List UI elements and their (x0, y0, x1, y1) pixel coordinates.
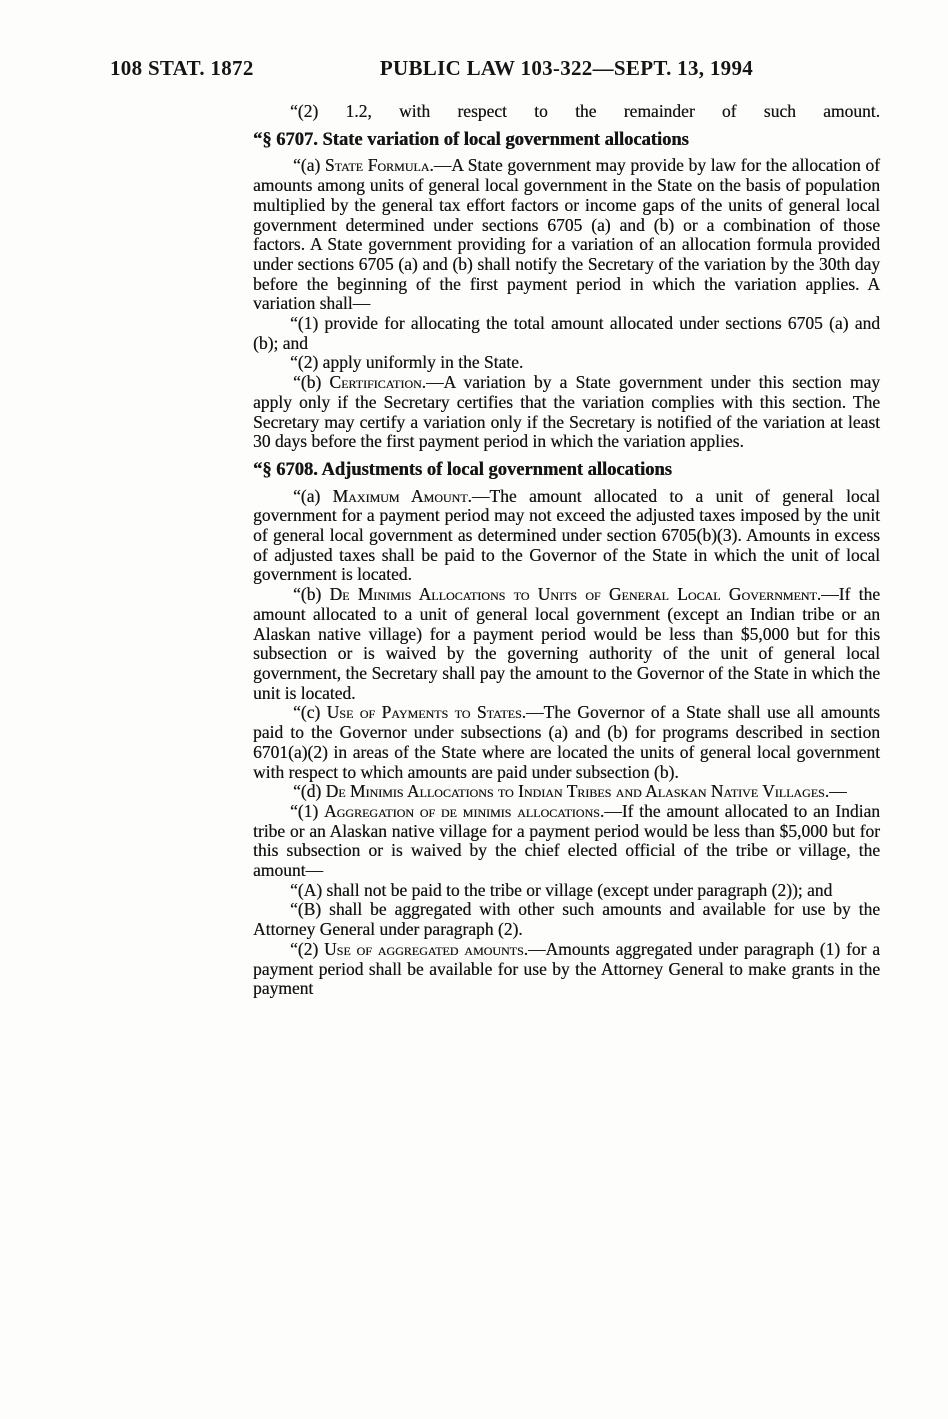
statute-paragraph (253, 353, 880, 373)
small-caps-term: Certification (329, 372, 422, 393)
statute-paragraph (253, 881, 880, 901)
text-run: .—If the amount allocated to a unit of general local government (except an Indian tribe or an Alaskan native village) for a payment period would be less than $5,000 but for this subsection or is waived by the governing authority of the unit of general local government, the Secretary shall pay the amount to the Governor of the State in which the unit is located. (253, 584, 880, 703)
section-heading (253, 131, 880, 151)
text-run: “(c) (293, 702, 327, 723)
small-caps-term: State Formula (324, 155, 430, 176)
statute-paragraph (253, 487, 880, 586)
statute-paragraph (253, 585, 880, 703)
text-run: “(2) apply uniformly in the State. (290, 352, 524, 373)
text-run: “(2) 1.2, with respect to the remainder of such amount. (290, 101, 880, 121)
statute-paragraph (253, 703, 880, 782)
text-run: .—The amount allocated to a unit of general local government for a payment period may not exceed the adjusted taxes imposed by the unit of general local government as determined under section 6705(b)(3). Amounts in excess of adjusted taxes shall be paid to the Governor of the State in which the unit of local government is located. (253, 485, 880, 585)
text-run: “(2) (290, 938, 325, 959)
text-run: “(b) (293, 372, 330, 393)
small-caps-term: Use of Payments to States (326, 702, 522, 723)
statute-text-block (253, 102, 880, 999)
small-caps-term: Use of aggregated amounts (324, 938, 524, 959)
law-title: PUBLIC LAW 103-322—SEPT. 13, 1994 (379, 56, 754, 80)
text-run: “(d) (293, 781, 326, 802)
statute-paragraph (253, 373, 880, 452)
statute-paragraph (253, 782, 880, 802)
text-run: .—If the amount allocated to an Indian tribe or an Alaskan native village for a payment period would be less than $5,000 but for this subsection or is waived by the chief elected official of the tribe or village, the amount— (253, 800, 880, 881)
statute-paragraph (253, 314, 880, 353)
stat-page-number: 108 STAT. 1872 (110, 56, 254, 80)
text-run: “(A) shall not be paid to the tribe or village (except under paragraph (2)); and (290, 879, 833, 900)
text-run: “§ 6708. Adjustments of local government allocations (253, 459, 672, 480)
statute-paragraph (253, 900, 880, 939)
small-caps-term: Maximum Amount (332, 485, 468, 506)
small-caps-term: Aggregation of de minimis allocations (323, 800, 600, 821)
text-run: “§ 6707. State variation of local government allocations (253, 129, 689, 150)
text-run: .—A State government may provide by law for the allocation of amounts among units of general local government in the State on the basis of population multiplied by the general tax effort factors or income gaps of the units of general local government determined under sections 6705 (a) and (b) or a combination of those factors. A State government providing for a variation of an allocation formula provided under sections 6705 (a) and (b) shall notify the Secretary of the variation by the 30th day before the beginning of the first payment period in which the variation applies. A variation shall— (253, 155, 880, 314)
text-run: “(1) provide for allocating the total amount allocated under sections 6705 (a) and (b); and (253, 313, 880, 353)
statute-paragraph (253, 940, 880, 999)
text-run: “(B) shall be aggregated with other such amounts and available for use by the Attorney General under paragraph (2). (253, 899, 880, 940)
section-heading (253, 461, 880, 481)
small-caps-term: De Minimis Allocations to Indian Tribes and Alaskan Native Villages (325, 781, 825, 802)
small-caps-term: De Minimis Allocations to Units of General Local Government (329, 584, 817, 605)
text-run: “(b) (293, 584, 330, 605)
statute-paragraph (253, 156, 880, 314)
text-run: “(1) (290, 800, 324, 821)
text-run: “(a) (293, 155, 325, 176)
text-run: .—The Governor of a State shall use all amounts paid to the Governor under subsections (a) and (b) for programs described in section 6701(a)(2) in areas of the State where are located the units of general local government with respect to which amounts are paid under subsection (b). (253, 702, 880, 782)
text-run: “(a) (293, 485, 333, 506)
text-run: .—Amounts aggregated under paragraph (1) for a payment period shall be available for use by the Attorney General to make grants in the payment (253, 938, 880, 999)
text-run: .— (824, 781, 847, 802)
statute-paragraph (253, 102, 880, 122)
page-header (0, 56, 948, 84)
statute-paragraph (253, 802, 880, 881)
text-run: .—A variation by a State government under this section may apply only if the Secretary certifies that the variation complies with this section. The Secretary may certify a variation only if the Secretary is notified of the variation at least 30 days before the first payment period in which the variation applies. (253, 372, 880, 452)
